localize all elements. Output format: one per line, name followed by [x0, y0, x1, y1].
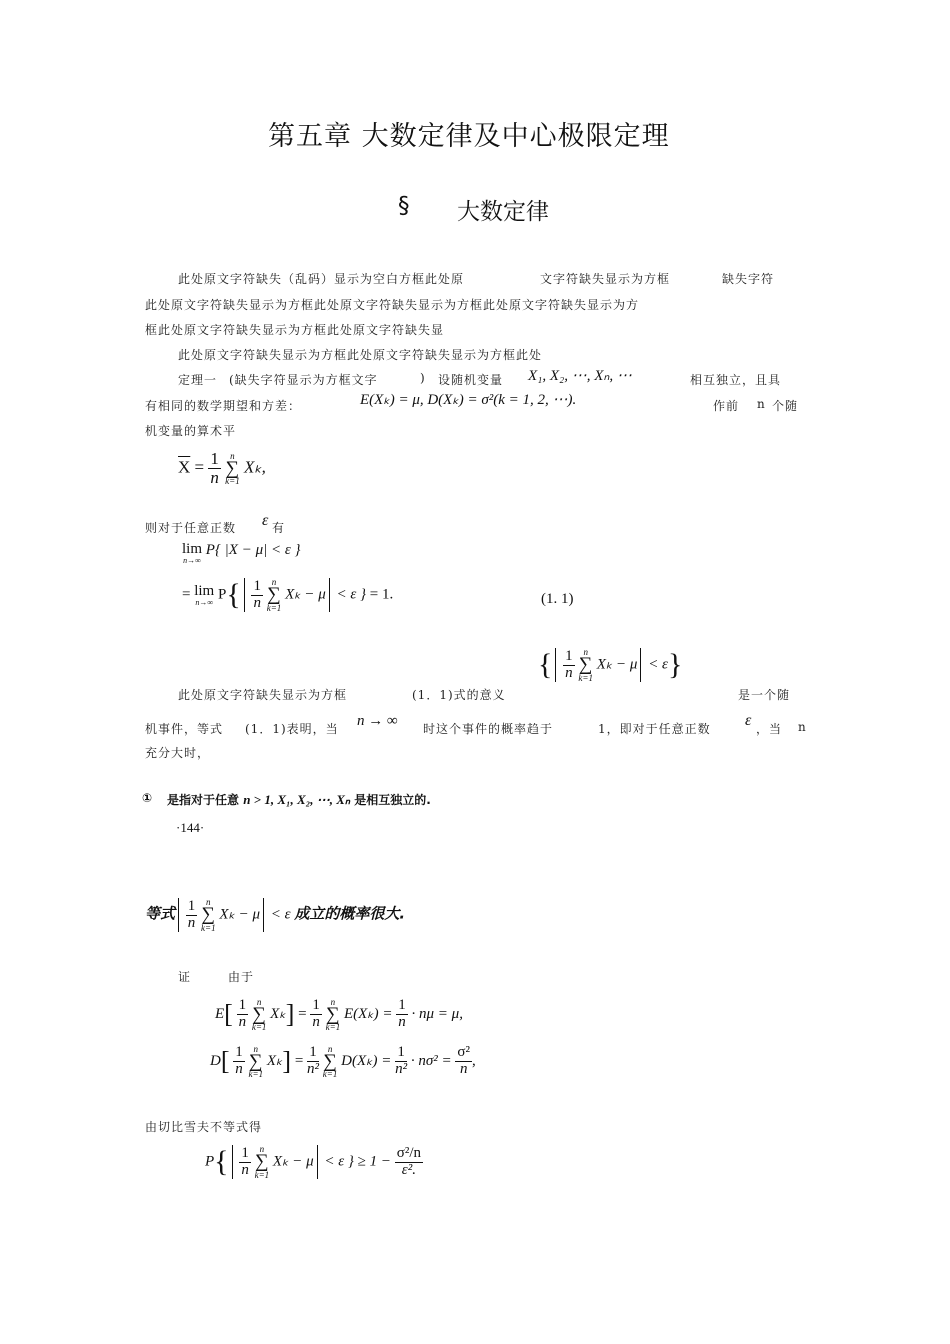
limit-row2: = lim n→∞ P{ $\frac{1}{n}$ n ∑ k=1 Xₖ − μ < ε } = 1. — [182, 577, 394, 613]
cheb-P: P — [205, 1153, 215, 1170]
lim-word: lim — [182, 541, 203, 557]
cont-suffix: 成立的概率很大. — [294, 904, 406, 923]
cheb-inner: Xₖ − μ — [272, 1153, 314, 1170]
cont-inner: Xₖ − μ — [219, 906, 261, 923]
continuation-line: 等式 $\frac{1}{n}$ n ∑ k=1 Xₖ − μ < ε 成立的概率很大. — [145, 897, 406, 933]
chapter-title: 第五章 大数定律及中心极限定理 — [268, 121, 670, 152]
variance-rhs: D(Xₖ) = — [341, 1053, 392, 1070]
para3-j: ，当 — [756, 722, 783, 736]
footnote-math: n > 1, X₁, X₂, ⋯, Xₙ — [243, 792, 351, 807]
para1-line1a: 此处原文字符缺失（乱码）显示为空白方框此处原 — [178, 272, 465, 286]
mean-definition-formula — [178, 450, 266, 487]
sequence-formula: X₁, X₂, ⋯, Xₙ, ⋯ — [528, 368, 632, 384]
theorem-after-paren: 设随机变量 — [438, 373, 504, 387]
para3-e: (1．1)表明，当 — [245, 722, 339, 736]
cont-lt: < ε — [270, 906, 291, 923]
moments-formula: E(Xₖ) = μ, D(Xₖ) = σ²(k = 1, 2, ⋯). — [360, 392, 577, 408]
mean-fraction: $\frac{1}{n}$ — [210, 449, 219, 487]
variance-formula: D[ $\frac{1}{n}$ n ∑ k=1 Xₖ] = $\frac{1}{\text{n²}}$ n ∑ k=1 D(Xₖ) = $\frac{1}{\text{n²}}$ · nσ² = $\frac{\text{σ²}}{n}$ , — [210, 1044, 476, 1080]
theorem-tail2: 个随 — [772, 399, 799, 413]
chebyshev-text: 由切比雪夫不等式得 — [145, 1120, 263, 1134]
variance-tail: · nσ² = — [410, 1053, 452, 1070]
para1-line1c: 缺失字符 — [722, 272, 775, 286]
limit-row1 — [182, 542, 301, 565]
mean-body: Xₖ, — [243, 457, 266, 477]
para3-c: 是一个随 — [738, 688, 791, 702]
para3-b: (1．1)式的意义 — [412, 688, 506, 702]
cheb-ge: ≥ 1 − — [357, 1153, 391, 1170]
para3-l: 充分大时， — [145, 746, 211, 760]
theorem-label: 定理一 — [178, 373, 218, 387]
theorem-close-paren: ) — [420, 371, 426, 385]
epsilon-symbol: ε — [262, 512, 269, 529]
eps-line-tail: 有 — [272, 521, 286, 535]
lim-sub-2: n→∞ — [195, 597, 214, 607]
lim-sub: n→∞ — [183, 556, 201, 565]
theorem-line2: 有相同的数学期望和方差： — [145, 399, 302, 413]
section-title: 大数定律 — [457, 199, 549, 225]
expect-rhs: E(Xₖ) = — [343, 1006, 393, 1023]
theorem-line3: 机变量的算术平 — [145, 424, 237, 438]
mean-eq: = — [194, 457, 205, 477]
theorem-tail-n: n — [757, 397, 766, 411]
para2-line1: 此处原文字符缺失显示为方框此处原文字符缺失显示为方框此处 — [178, 348, 543, 362]
row2-result: = 1. — [369, 586, 394, 603]
variance-D: D — [210, 1053, 221, 1070]
theorem-after-seq: 相互独立，且具 — [690, 373, 782, 387]
lim-word-2: lim — [194, 582, 215, 599]
n-to-infinity: n → ∞ — [357, 713, 398, 729]
page-number: ·144· — [176, 820, 205, 835]
cheb-lt: < ε } — [324, 1153, 354, 1170]
footnote-text-a — [167, 791, 431, 808]
para3-g: 时这个事件的概率趋于 — [423, 722, 554, 736]
event-inner: Xₖ − μ — [596, 656, 638, 673]
mean-lhs: $\overline{X}$ — [178, 457, 191, 477]
para3-k: n — [798, 720, 807, 734]
para3-h: 1，即对于任意正数 — [598, 722, 711, 736]
expect-E: E — [215, 1006, 225, 1023]
event-lt: < ε — [648, 656, 668, 673]
para1-line3: 框此处原文字符缺失显示为方框此处原文字符缺失显 — [145, 323, 445, 337]
expect-tail: · nμ = μ, — [411, 1006, 463, 1023]
row2-eq: = — [182, 586, 191, 603]
theorem-tail1: 作前 — [713, 399, 740, 413]
footnote-marker: ① — [142, 791, 153, 805]
cont-prefix: 等式 — [145, 904, 176, 923]
proof-word: 由于 — [228, 970, 255, 984]
row2-inner: Xₖ − μ — [285, 586, 326, 603]
para3-d: 机事件，等式 — [145, 722, 224, 736]
expectation-formula: E[ $\frac{1}{n}$ n ∑ k=1 Xₖ] = $\frac{1}{n}$ n ∑ k=1 E(Xₖ) = $\frac{1}{n}$ · nμ = μ, — [215, 997, 463, 1033]
row2-lt: < ε } — [336, 586, 367, 603]
footnote-a: 是指对于任意 — [167, 793, 240, 807]
sum-symbol: n ∑ k=1 — [225, 450, 240, 486]
section-symbol: § — [398, 193, 410, 219]
limit-row1-body: P{ |X − μ| < ε } — [205, 542, 301, 558]
event-formula: { $\frac{1}{n}$ n ∑ k=1 Xₖ − μ < ε} — [538, 647, 683, 683]
para1-line1b: 文字符缺失显示为方框 — [540, 272, 671, 286]
para3-a: 此处原文字符缺失显示为方框 — [178, 688, 348, 702]
proof-label: 证 — [178, 970, 192, 984]
chebyshev-formula: P{ $\frac{1}{n}$ n ∑ k=1 Xₖ − μ < ε } ≥ 1 − $\frac{\text{σ²/n}}{\text{ε².}}$ — [205, 1144, 422, 1180]
equation-label: (1. 1) — [541, 591, 574, 607]
para1-line2: 此处原文字符缺失显示为方框此处原文字符缺失显示为方框此处原文字符缺失显示为方 — [145, 298, 640, 312]
footnote-b: 是相互独立的. — [354, 793, 431, 807]
row2-fraction: $\frac{1}{n}$ — [253, 577, 261, 611]
theorem-paren: (缺失字符显示为方框文字 — [229, 373, 378, 387]
eps-line-text: 则对于任意正数 — [145, 521, 237, 535]
para3-epsilon: ε — [745, 712, 752, 729]
